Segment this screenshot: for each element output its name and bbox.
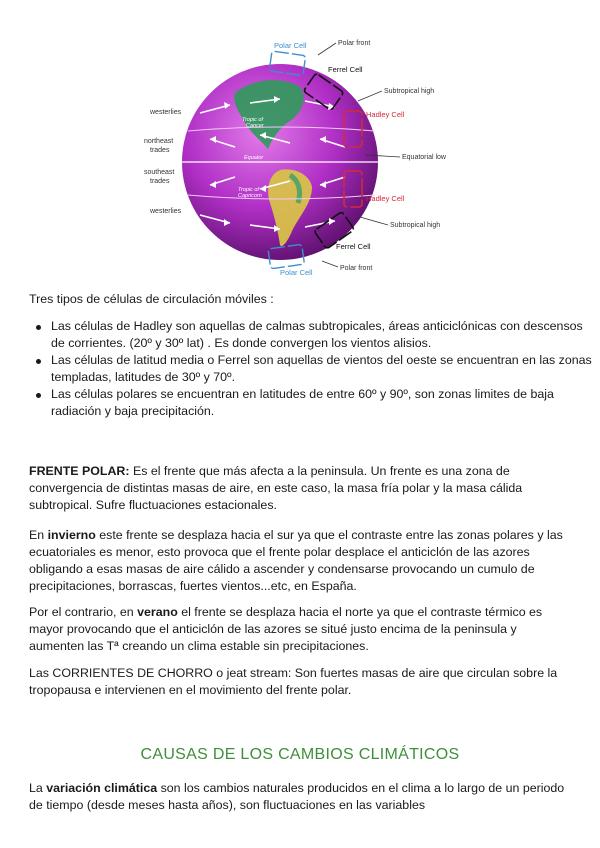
hadley-cell-top-label: Hadley Cell [366,110,405,119]
tropic-capricorn-label-1: Tropic of [238,187,259,193]
summer-term: verano [137,605,178,619]
winter-term: invierno [47,528,96,542]
cell-types-list [29,318,596,420]
polar-front-term: FRENTE POLAR: [29,464,130,478]
polar-front-bottom-label: Polar front [340,265,373,272]
equator-label: Equator [244,155,264,161]
polar-cell-top-label: Polar Cell [274,41,307,50]
polar-front-paragraph [29,463,574,514]
list-item: Las células polares se encuentran en latitudes de entre 60º y 90º, son zonas limites de baja radiación y baja precipitación. [51,386,596,420]
westerlies-top-label: westerlies [150,109,182,116]
winter-paragraph [29,527,574,595]
winter-pre: En [29,528,48,542]
circulation-svg [140,35,470,280]
climate-variation-paragraph [29,780,574,814]
summer-pre: Por el contrario, en [29,605,138,619]
westerlies-bottom-label: westerlies [150,208,182,215]
atmospheric-circulation-diagram [140,35,470,280]
tropic-cancer-label-1: Tropic of [242,117,263,123]
ferrel-cell-bottom-label: Ferrel Cell [336,242,371,251]
winter-text: este frente se desplaza hacia el sur ya que el contraste entre las zonas polares y las ecuatoriales es menor, esto provoca que el frente polar desplace el anticiclón de las azores obligando a esas masas de aire cálido a ascender y condensarse provocando un cumulo de precipitaciones, borrascas, fuertes vientos...etc, en España. [29,528,563,593]
tropic-capricorn-label-2: Capricorn [238,193,262,199]
jet-stream-paragraph: Las CORRIENTES DE CHORRO o jeat stream: Son fuertes masas de aire que circulan sobre la tropopausa e intervienen en el movimiento del frente polar. [29,666,558,697]
polar-front-top-label: Polar front [338,40,371,47]
variation-term: variación climática [46,781,158,795]
ne-trades-label-2: trades [150,147,170,154]
tropic-cancer-label-2: Cancer [246,123,264,129]
subtropical-high-bottom-label: Subtropical high [390,222,441,229]
summer-paragraph [29,604,574,655]
se-trades-label-1: southeast [144,169,175,176]
hadley-cell-bottom-label: Hadley Cell [366,194,405,203]
ne-trades-label-1: northeast [144,138,174,145]
section-heading: CAUSAS DE LOS CAMBIOS CLIMÁTICOS [140,746,460,763]
equatorial-low-label: Equatorial low [402,154,446,161]
se-trades-label-2: trades [150,178,170,185]
variation-pre: La [29,781,47,795]
ferrel-cell-top-label: Ferrel Cell [328,65,363,74]
list-item: Las células de Hadley son aquellas de calmas subtropicales, áreas anticiclónicas con descensos de corrientes. (20º y 30º lat) . Es donde convergen los vientos alisios. [51,318,596,352]
variation-text: son los cambios naturales producidos en el clima a lo largo de un periodo de tiempo (desde meses hasta años), son fluctuaciones en las variables [29,781,565,812]
polar-cell-bottom-label: Polar Cell [280,268,313,277]
subtropical-high-top-label: Subtropical high [384,88,435,95]
polar-front-text: Es el frente que más afecta a la peninsula. Un frente es una zona de convergencia de distintas masas de aire, en este caso, la masa fría polar y la masa cálida subtropical. Sufre fluctuaciones estacionales. [29,464,523,512]
intro-paragraph: Tres tipos de células de circulación móviles : [29,292,274,306]
summer-text: el frente se desplaza hacia el norte ya que el contraste térmico es mayor provocando que el anticiclón de las azores se situé justo encima de la peninsula y aumenten las Tª creando un clima estable sin precipitaciones. [29,605,543,653]
list-item: Las células de latitud media o Ferrel son aquellas de vientos del oeste se encuentran en las zonas templadas, latitudes de 30º y 70º. [51,352,596,386]
